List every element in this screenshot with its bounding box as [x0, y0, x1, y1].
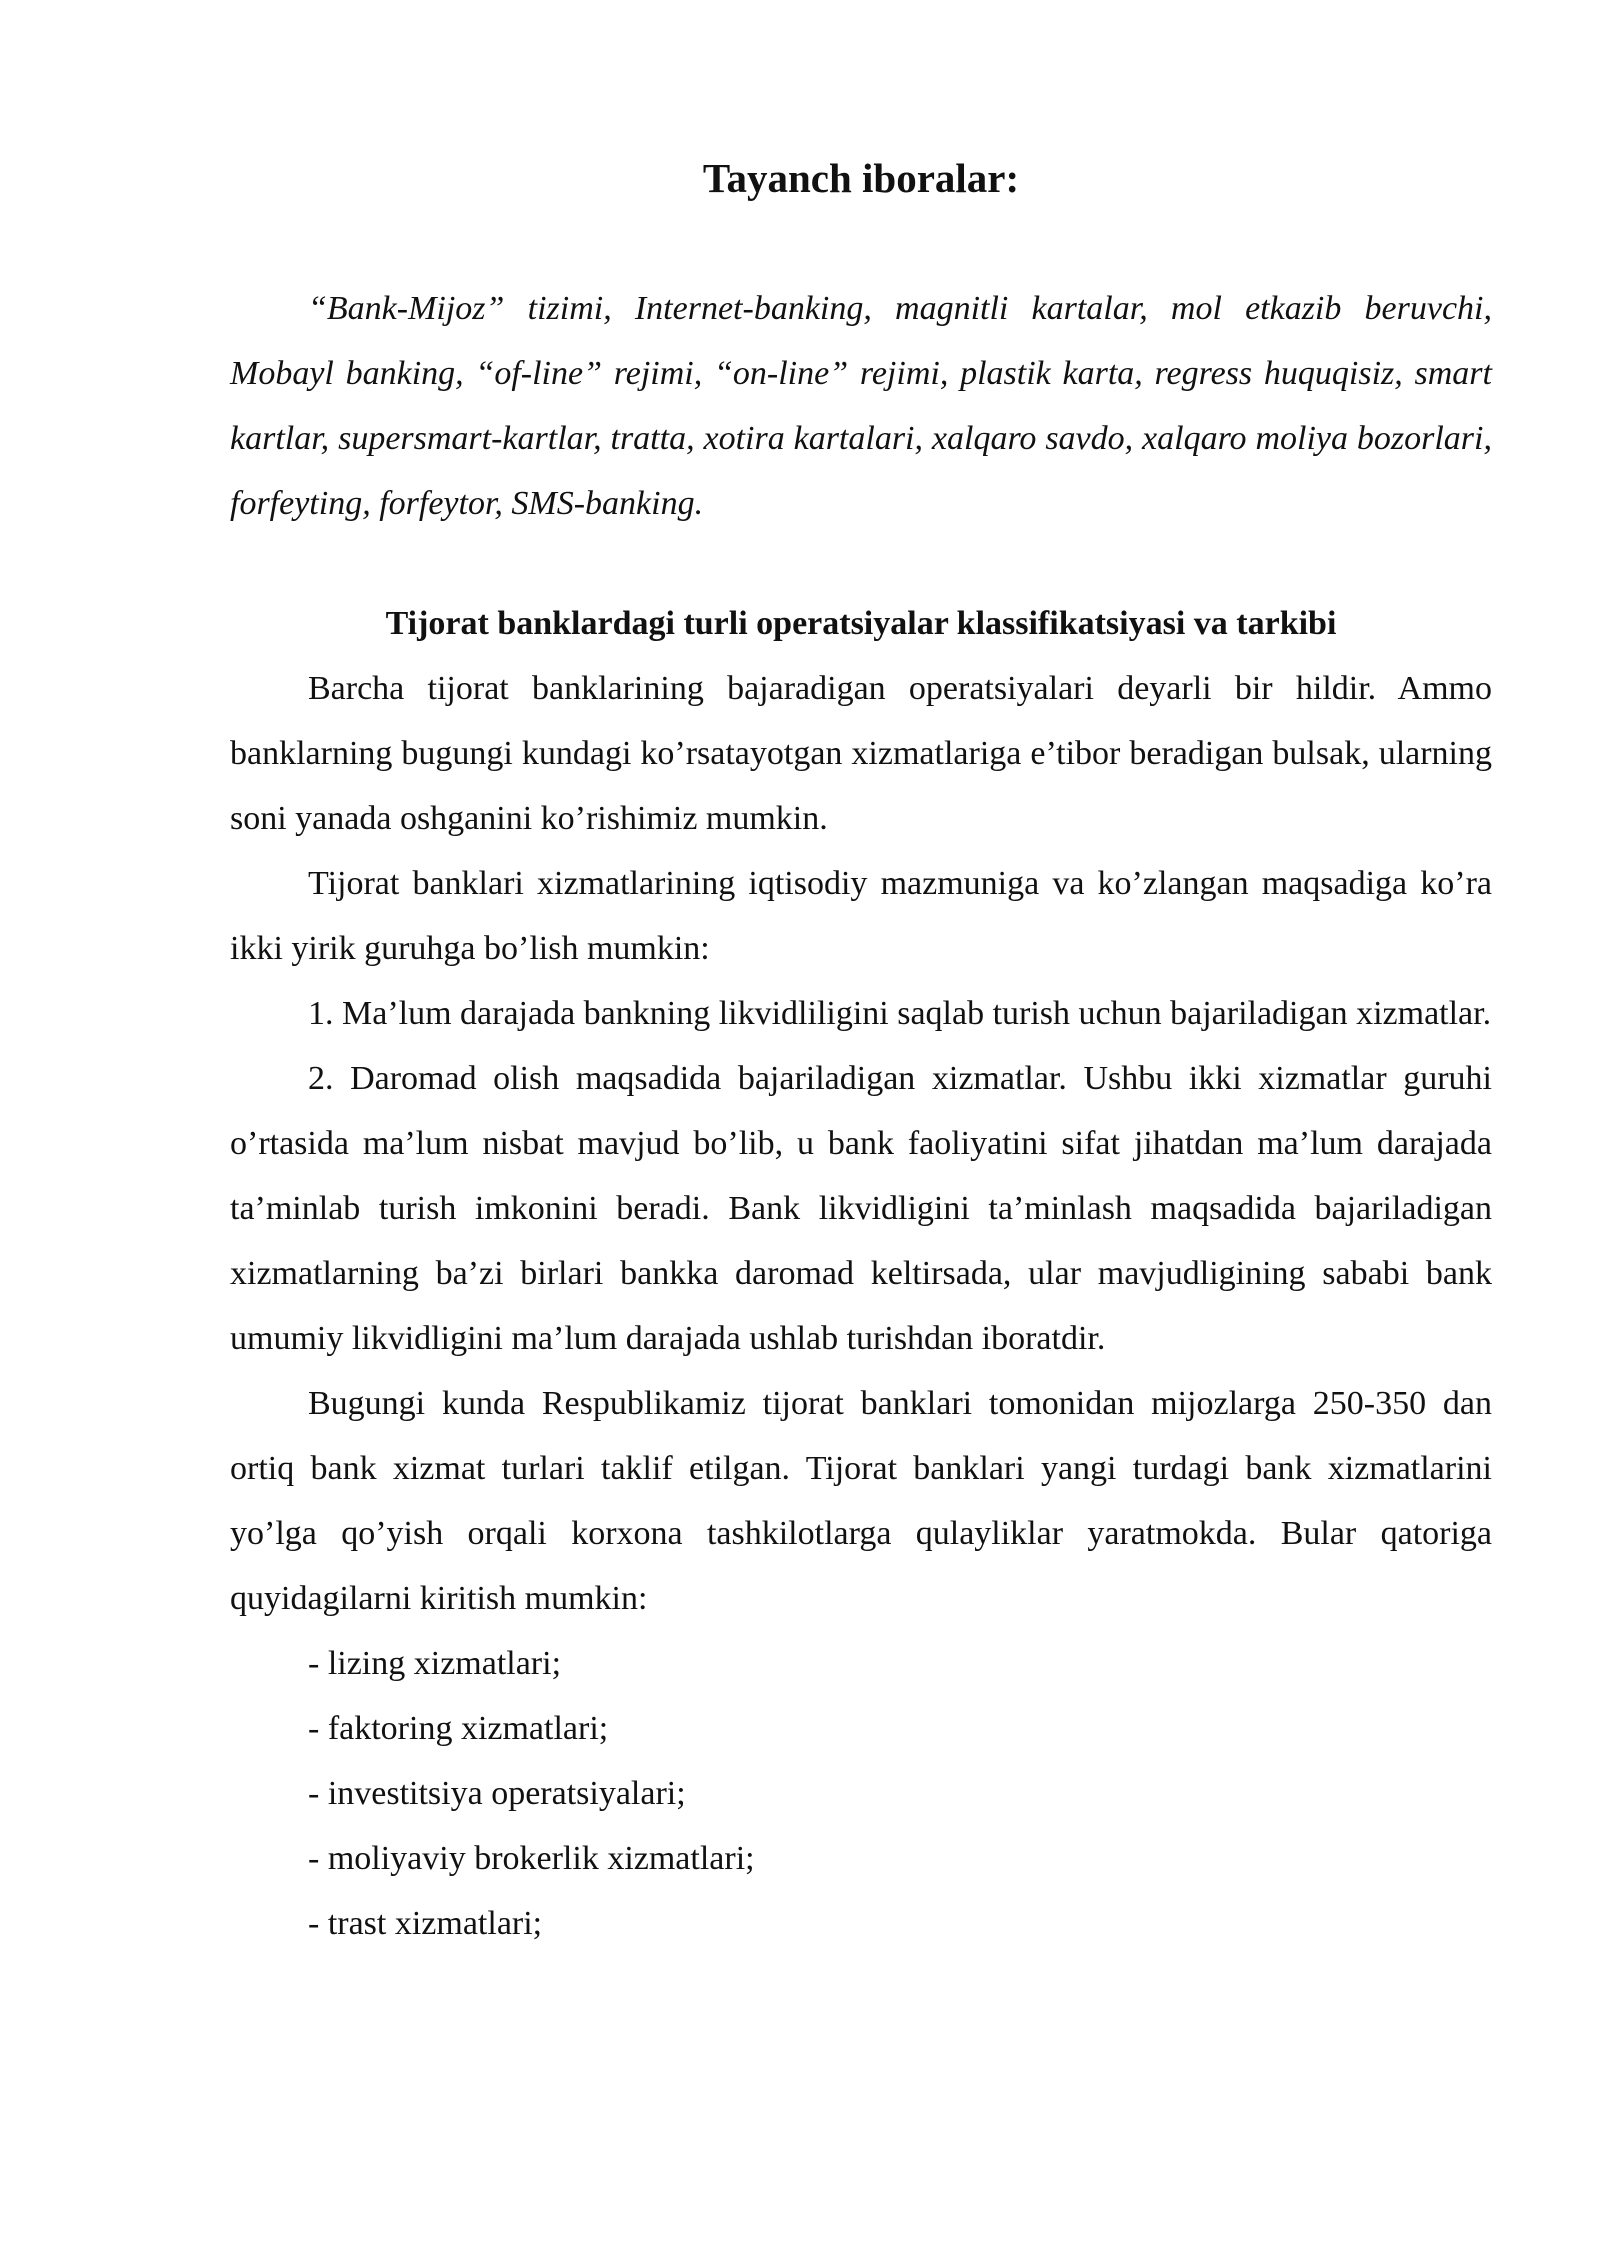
document-page — [230, 150, 1492, 1956]
keywords-paragraph: “Bank-Mijoz” tizimi, Internet-banking, magnitli kartalar, mol etkazib beruvchi, Mobayl banking, “of-line” rejimi, “on-line” rejimi, plastik karta, regress huquqisiz, smart kartlar, supersmart-kartlar, tratta, xotira kartalari, xalqaro savdo, xalqaro moliya bozorlari, forfeyting, forfeytor, SMS-banking. — [230, 290, 1492, 522]
paragraph-classification: Tijorat banklari xizmatlarining iqtisodiy mazmuniga va ko’zlangan maqsadiga ko’ra ikki yirik guruhga bo’lish mumkin: — [230, 865, 1492, 967]
paragraph-intro: Barcha tijorat banklarining bajaradigan operatsiyalari deyarli bir hildir. Ammo banklarning bugungi kundagi ko’rsatayotgan xizmatlariga e’tibor beradigan bulsak, ularning soni yanada oshganini ko’rishimiz mumkin. — [230, 670, 1492, 837]
list-item: - trast xizmatlari; — [308, 1905, 543, 1942]
list-item: - faktoring xizmatlari; — [308, 1710, 609, 1747]
page-title: Tayanch iboralar: — [702, 155, 1020, 201]
numbered-item-1: 1. Ma’lum darajada bankning likvidliligini saqlab turish uchun bajariladigan xizmatlar. — [308, 995, 1492, 1032]
list-item: - investitsiya operatsiyalari; — [308, 1775, 686, 1812]
numbered-item-2: 2. Daromad olish maqsadida bajariladigan xizmatlar. Ushbu ikki xizmatlar guruhi o’rtasida ma’lum nisbat mavjud bo’lib, u bank faoliyatini sifat jihatdan ma’lum darajada ta’minlab turish imkonini beradi. Bank likvidligini ta’minlash maqsadida bajariladigan xizmatlarning ba’zi birlari bankka daromad keltirsada, ular mavjudligining sababi bank umumiy likvidligini ma’lum darajada ushlab turishdan iboratdir. — [230, 1060, 1492, 1357]
section-title: Tijorat banklardagi turli operatsiyalar klassifikatsiyasi va tarkibi — [385, 605, 1337, 642]
paragraph-services: Bugungi kunda Respublikamiz tijorat banklari tomonidan mijozlarga 250-350 dan ortiq bank xizmat turlari taklif etilgan. Tijorat banklari yangi turdagi bank xizmatlarini yo’lga qo’yish orqali korxona tashkilotlarga qulayliklar yaratmokda. Bular qatoriga quyidagilarni kiritish mumkin: — [230, 1385, 1492, 1617]
services-list — [230, 1631, 1492, 1956]
list-item: - lizing xizmatlari; — [308, 1645, 562, 1682]
list-item: - moliyaviy brokerlik xizmatlari; — [308, 1840, 755, 1877]
